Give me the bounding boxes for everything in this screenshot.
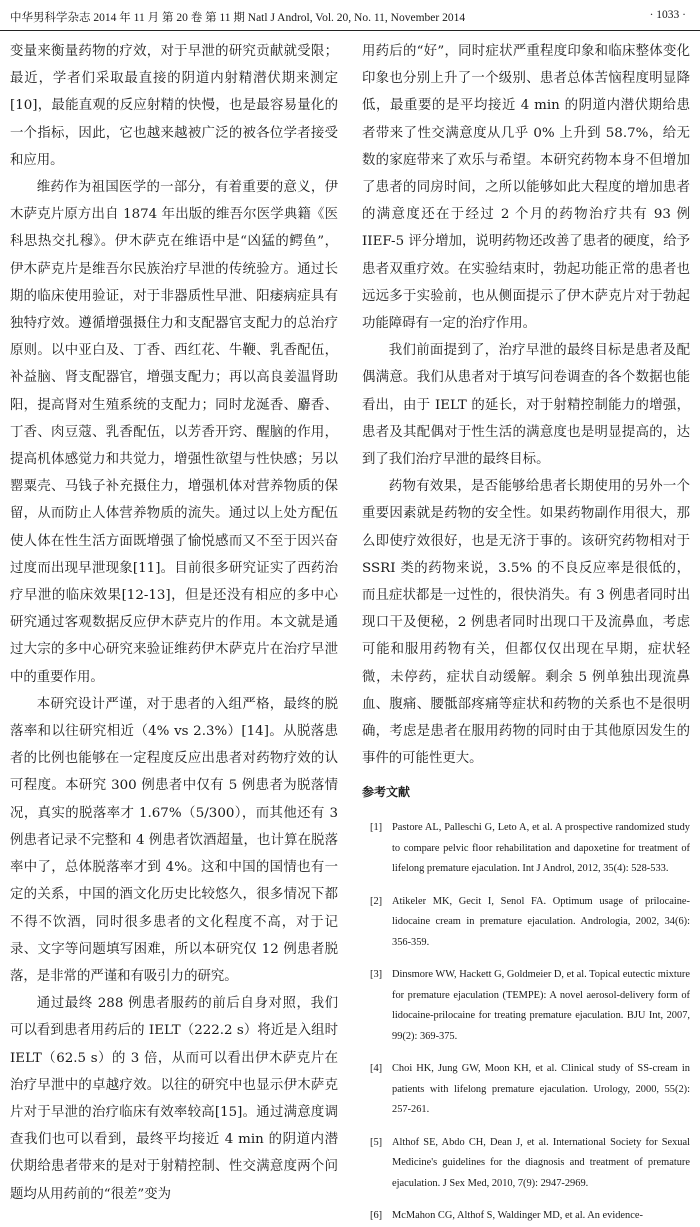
right-column [362, 38, 691, 1222]
paragraph: 维药作为祖国医学的一部分，有着重要的意义，伊木萨克片原方出自 1874 年出版的维吾尔医学典籍《医科思热交扎穆》。伊木萨克在维语中是“凶猛的鳄鱼”，伊木萨克片是维吾尔民族治疗早泄的传统验方。通过长期的临床使用验证，对于非器质性早泄、阳痿病症具有独特疗效。遵循增强摄住力和支配器官支配力的总治疗原则。以中亚白及、丁香、西红花、牛鞭、乳香配伍，补益脑、肾支配器官，增强支配力；再以高良姜温肾助阳，提高肾对生殖系统的支配力；同时龙涎香、麝香、丁香、肉豆蔻、乳香配伍，以芳香开窍、醒脑的作用，提高机体感觉力和共觉力，增强性欲望与性快感；另以罂粟壳、马钱子补充摄住力，增强机体对营养物质的保留，从而防止人体营养物质的流失。通过以上处方配伍使人体在性生活方面既增强了愉悦感而又不至于因兴奋过度而出现早泄现象[11]。目前很多研究证实了西药治疗早泄的临床效果[12-13]，但是还没有相应的多中心研究通过客观数据反应伊木萨克片的作用。本文就是通过大宗的多中心研究来验证维药伊木萨克片在治疗早泄中的重要作用。 [10, 180, 338, 685]
paragraph: 通过最终 288 例患者服药的前后自身对照，我们可以看到患者用药后的 IELT（222.2 s）将近是入组时 IELT（62.5 s）的 3 倍，从而可以看出伊木萨克片在治疗早泄中的卓越疗效。以往的研究中也显示伊木萨克片对于早泄的治疗临床有效率较高[15]。通过满意度调查我们也可以看到，最终平均接近 4 min 的阴道内潜伏期给患者带来的是对于射精控制、性交满意度两个问题均从用药前的“很差”变为 [10, 996, 338, 1202]
page-number: · 1033 · [649, 9, 686, 21]
reference-number: [5] [370, 1136, 383, 1148]
paragraph: 用药后的“好”，同时症状严重程度印象和临床整体变化印象也分别上升了一个级别、患者总体苦恼程度明显降低，最重要的是平均接近 4 min 的阴道内潜伏期给患者带来了性交满意度从几乎 0% 上升到 58.7%，给无数的家庭带来了欢乐与希望。本研究药物本身不但增加了患者的同房时间，之所以能够如此大程度的增加患者的满意度还在于经过 2 个月的药物治疗共有 93 例 IIEF-5 评分增加，说明药物还改善了患者的硬度，给予患者双重疗效。在实验结束时，勃起功能正常的患者也远远多于实验前，也从侧面提示了伊木萨克片对于勃起功能障碍有一定的治疗作用。 [362, 44, 690, 332]
journal-citation-line: 中华男科学杂志 2014 年 11 月 第 20 卷 第 11 期 Natl J Androl, Vol. 20, No. 11, November 2014 [10, 12, 466, 24]
reference-text: Atikeler MK, Gecit I, Senol FA. Optimum usage of prilocaine-lidocaine cream in premature ejaculation. Andrologia, 2002, 34(6): 356-359. [392, 895, 690, 948]
running-header [0, 0, 700, 34]
reference-number: [1] [370, 822, 383, 834]
reference-item [362, 965, 690, 1047]
reference-text: Dinsmore WW, Hackett G, Goldmeier D, et al. Topical eutectic mixture for premature ejaculation (TEMPE): A novel aerosol-delivery form of lidocaine-prilocaine for treating premature ejaculation. BJU Int, 2007, 99(2): 369-375. [392, 969, 691, 1042]
reference-item [362, 1059, 690, 1121]
header-rule [0, 30, 700, 31]
reference-item [362, 818, 690, 880]
references-heading: 参考文献 [362, 785, 411, 800]
reference-text: Pastore AL, Palleschi G, Leto A, et al. A prospective randomized study to compare pelvic floor rehabilitation and dapoxetine for treatment of lifelong premature ejaculation. Int J Androl, 2012, 35(4): 528-533. [392, 822, 690, 875]
reference-item [362, 1133, 690, 1195]
reference-number: [3] [370, 969, 383, 981]
reference-text: Choi HK, Jung GW, Moon KH, et al. Clinical study of SS-cream in patients with lifelong premature ejaculation. Urology, 2000, 55(2): 257-261. [392, 1063, 690, 1116]
paragraph: 药物有效果，是否能够给患者长期使用的另外一个重要因素就是药物的安全性。如果药物副作用很大，那么即使疗效很好，也是无济于事的。该研究药物相对于 SSRI 类的药物来说，3.5% 的不良反应率是很低的，而且症状都是一过性的，很快消失。有 3 例患者同时出现口干及便秘，2 例患者同时出现口干及流鼻血，考虑可能和服用药物有关，但都仅仅出现在早期，症状轻微，未停药，症状自动缓解。剩余 5 例单独出现流鼻血、腹痛、腰骶部疼痛等症状和药物的关系也不是很明确，考虑是患者在服用药物的同时由于其他原因发生的事件的可能性更大。 [362, 479, 690, 767]
paragraph: 我们前面提到了，治疗早泄的最终目标是患者及配偶满意。我们从患者对于填写问卷调查的各个数据也能看出，由于 IELT 的延长，对于射精控制能力的增强，患者及其配偶对于性生活的满意度也是明显提高的，达到了我们治疗早泄的最终目标。 [362, 343, 690, 468]
reference-number: [6] [370, 1210, 383, 1222]
paragraph: 变量来衡量药物的疗效，对于早泄的研究贡献就受限；最近，学者们采取最直接的阴道内射精潜伏期来测定[10]，最能直观的反应射精的快慢，也是最容易量化的一个指标，因此，它也越来越被广泛的被各位学者接受和应用。 [10, 44, 338, 168]
reference-text: Althof SE, Abdo CH, Dean J, et al. International Society for Sexual Medicine's guidelines for the diagnosis and treatment of premature ejaculation. J Sex Med, 2010, 7(9): 2947-2969. [392, 1136, 690, 1189]
reference-number: [2] [370, 895, 383, 907]
reference-item [362, 1206, 690, 1227]
reference-text: McMahon CG, Althof S, Waldinger MD, et al. An evidence- [392, 1210, 643, 1222]
paragraph: 本研究设计严谨，对于患者的入组严格，最终的脱落率和以往研究相近（4% vs 2.3%）[14]。从脱落患者的比例也能够在一定程度反应出患者对药物疗效的认可程度。本研究 300 例患者中仅有 5 例患者为脱落情况，真实的脱落率才 1.67%（5/300），而其他还有 3 例患者记录不完整和 4 例患者饮酒超量，也计算在脱落率中了，总体脱落率才到 4%。这和中国的国情也有一定的关系，中国的酒文化历史比较悠久，很多情况下都不得不饮酒，同时很多患者的文化程度不高，对于记录、文字等问题填写困难，所以本研究仅 12 例患者脱落，是非常的严谨和有吸引力的研究。 [10, 696, 338, 984]
reference-item [362, 892, 690, 954]
reference-number: [4] [370, 1063, 383, 1075]
left-column [10, 38, 338, 1202]
